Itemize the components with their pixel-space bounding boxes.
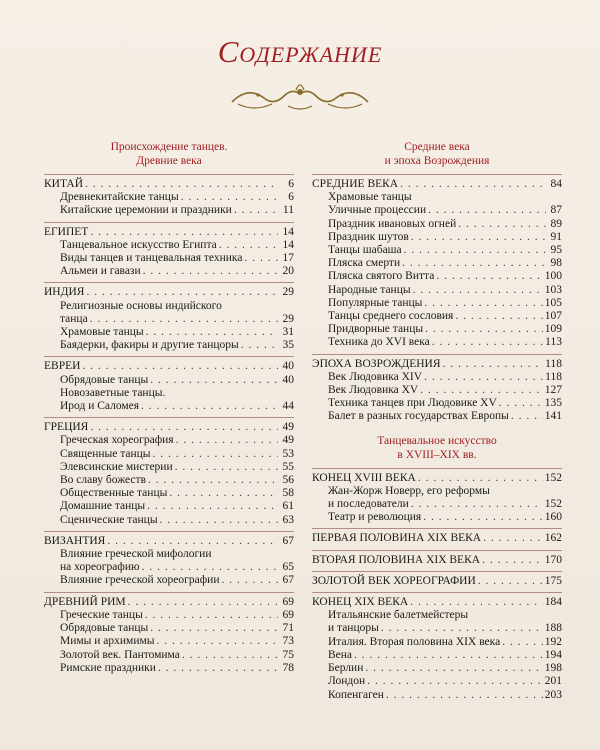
dot-leader bbox=[411, 231, 546, 244]
toc-entry-top[interactable] bbox=[44, 596, 294, 609]
dot-leader bbox=[502, 636, 543, 649]
group-divider bbox=[44, 531, 294, 532]
toc-entry-top[interactable] bbox=[312, 596, 562, 609]
group-divider bbox=[312, 592, 562, 593]
toc-entry-sub[interactable] bbox=[44, 609, 294, 622]
toc-entry-top[interactable] bbox=[312, 358, 562, 371]
dot-leader bbox=[219, 239, 278, 252]
dot-leader bbox=[169, 487, 278, 500]
toc-entry-top-text: ДРЕВНИЙ РИМ bbox=[44, 595, 126, 608]
toc-entry-sub[interactable] bbox=[312, 284, 562, 297]
toc-entry-top[interactable] bbox=[44, 535, 294, 548]
toc-entry-sub[interactable] bbox=[312, 485, 562, 498]
group-divider bbox=[44, 356, 294, 357]
toc-entry-sub-text: Жан-Жорж Новерр, его реформы bbox=[328, 484, 490, 497]
dot-leader bbox=[381, 622, 543, 635]
toc-entry-top[interactable] bbox=[44, 226, 294, 239]
page-number: 135 bbox=[544, 397, 562, 410]
toc-entry-top-text: ИНДИЯ bbox=[44, 286, 85, 299]
toc-entry-sub-text: Обрядовые танцы bbox=[60, 622, 149, 635]
dot-leader bbox=[82, 360, 278, 373]
toc-entry-sub[interactable] bbox=[44, 204, 294, 217]
dot-leader bbox=[150, 374, 278, 387]
toc-entry-sub[interactable] bbox=[312, 336, 562, 349]
section-title-line: в XVIII–XIX вв. bbox=[397, 448, 477, 461]
toc-entry-sub[interactable] bbox=[44, 487, 294, 500]
page-number: 55 bbox=[282, 460, 294, 473]
toc-entry-sub[interactable] bbox=[312, 310, 562, 323]
toc-entry-sub-text: Век Людовика XV bbox=[328, 384, 419, 397]
toc-entry-sub[interactable] bbox=[44, 649, 294, 662]
dot-leader bbox=[424, 371, 543, 384]
toc-entry-sub-text: Век Людовика XIV bbox=[328, 370, 423, 383]
toc-entry-sub-text: Золотой век. Пантомима bbox=[60, 648, 180, 661]
group-divider bbox=[312, 528, 562, 529]
page-number: 194 bbox=[544, 648, 562, 661]
toc-entry-top-text: СРЕДНИЕ ВЕКА bbox=[312, 178, 399, 190]
toc-entry-sub-text: Виды танцев и танцевальная техника bbox=[60, 252, 243, 265]
dot-leader bbox=[145, 609, 278, 622]
page-number: 170 bbox=[544, 553, 562, 566]
toc-entry-sub-text: Техника танцев при Людовике XV bbox=[328, 397, 497, 410]
toc-entry-sub[interactable] bbox=[44, 514, 294, 527]
spacer bbox=[44, 675, 294, 679]
group-divider bbox=[312, 571, 562, 572]
dot-leader bbox=[458, 218, 546, 231]
toc-entry-sub[interactable] bbox=[44, 448, 294, 461]
toc-entry-sub[interactable] bbox=[312, 297, 562, 310]
toc-entry-sub[interactable] bbox=[312, 675, 562, 688]
toc-entry-sub-text: Балет в разных государствах Европы bbox=[328, 410, 509, 423]
toc-entry-top-text: ВТОРАЯ ПОЛОВИНА XIX ВЕКА bbox=[312, 553, 481, 566]
dot-leader bbox=[86, 286, 278, 299]
toc-entry-sub-text: танца bbox=[60, 312, 88, 325]
toc-entry-sub[interactable] bbox=[44, 252, 294, 265]
toc-entry-sub[interactable] bbox=[44, 300, 294, 313]
page-number: 198 bbox=[544, 662, 562, 675]
page-number: 188 bbox=[544, 622, 562, 635]
toc-entry-top-text: ЗОЛОТОЙ ВЕК ХОРЕОГРАФИИ bbox=[312, 574, 476, 587]
toc-entry-sub[interactable] bbox=[44, 239, 294, 252]
group-divider bbox=[312, 550, 562, 551]
toc-column-right bbox=[312, 140, 562, 706]
toc-entry-sub[interactable] bbox=[44, 561, 294, 574]
toc-entry-sub[interactable] bbox=[44, 326, 294, 339]
section-title bbox=[312, 434, 562, 462]
toc-entry-top[interactable] bbox=[312, 178, 562, 191]
section-divider bbox=[312, 468, 562, 469]
toc-entry-sub[interactable] bbox=[312, 609, 562, 622]
toc-entry-top[interactable] bbox=[312, 554, 562, 567]
toc-entry-sub-text: Мимы и архимимы bbox=[60, 635, 155, 648]
page-number: 192 bbox=[544, 635, 562, 648]
toc-entry-sub-text: Римские праздники bbox=[60, 661, 156, 674]
toc-entry-sub-text: Танцы шабаша bbox=[328, 244, 402, 257]
page-number: 100 bbox=[544, 270, 562, 283]
page-number: 78 bbox=[282, 661, 294, 674]
dot-leader bbox=[128, 596, 278, 609]
toc-entry-sub-text: Греческие танцы bbox=[60, 608, 143, 621]
dot-leader bbox=[141, 400, 278, 413]
page-number: 29 bbox=[282, 312, 294, 325]
page-number: 91 bbox=[550, 230, 562, 243]
page-number: 84 bbox=[550, 178, 562, 190]
toc-entry-sub-text: Новозаветные танцы. bbox=[60, 386, 166, 399]
page-number: 162 bbox=[544, 532, 562, 545]
page-number: 71 bbox=[282, 622, 294, 635]
dot-leader bbox=[241, 339, 278, 352]
page-number: 113 bbox=[545, 336, 562, 349]
page-number: 29 bbox=[282, 286, 294, 299]
dot-leader bbox=[400, 178, 546, 191]
page-number: 63 bbox=[282, 513, 294, 526]
toc-entry-sub-text: Обрядовые танцы bbox=[60, 373, 149, 386]
group-divider bbox=[44, 222, 294, 223]
toc-entry-top[interactable] bbox=[44, 286, 294, 299]
toc-entry-sub-text: Греческая хореография bbox=[60, 434, 174, 447]
dot-leader bbox=[143, 265, 278, 278]
toc-entry-sub-text: Праздник ивановых огней bbox=[328, 217, 457, 230]
toc-entry-sub[interactable] bbox=[44, 574, 294, 587]
toc-entry-top[interactable] bbox=[44, 360, 294, 373]
toc-entry-sub-text: Домашние танцы bbox=[60, 500, 146, 513]
toc-entry-sub-text: Уличные процессии bbox=[328, 204, 427, 217]
toc-entry-sub-text: Театр и революция bbox=[328, 511, 422, 524]
toc-entry-sub[interactable] bbox=[44, 374, 294, 387]
section-divider bbox=[44, 174, 294, 175]
toc-entry-sub[interactable] bbox=[312, 218, 562, 231]
dot-leader bbox=[156, 635, 278, 648]
toc-entry-top-text: ЕВРЕИ bbox=[44, 360, 81, 373]
page-number: 65 bbox=[282, 561, 294, 574]
dot-leader bbox=[478, 575, 543, 588]
toc-entry-sub-text: Техника до XVI века bbox=[328, 336, 430, 349]
dot-leader bbox=[411, 498, 543, 511]
dot-leader bbox=[160, 514, 278, 527]
dot-leader bbox=[221, 574, 278, 587]
toc-entry-sub-text: Придворные танцы bbox=[328, 323, 424, 336]
toc-entry-sub-text: Священные танцы bbox=[60, 447, 151, 460]
page-number: 95 bbox=[550, 244, 562, 257]
page-number: 40 bbox=[282, 360, 294, 373]
dot-leader bbox=[420, 384, 543, 397]
section-title bbox=[312, 140, 562, 168]
dot-leader bbox=[354, 649, 543, 662]
toc-entry-sub[interactable] bbox=[44, 434, 294, 447]
dot-leader bbox=[483, 532, 543, 545]
page-number: 44 bbox=[282, 400, 294, 413]
toc-entry-sub-text: Древнекитайские танцы bbox=[60, 191, 179, 204]
toc-entry-sub-text: Берлин bbox=[328, 662, 364, 675]
dot-leader bbox=[423, 511, 543, 524]
page-number: 203 bbox=[544, 688, 562, 701]
group-divider bbox=[44, 282, 294, 283]
dot-leader bbox=[425, 323, 543, 336]
dot-leader bbox=[443, 358, 544, 371]
toc-entry-top-text: ВИЗАНТИЯ bbox=[44, 534, 106, 547]
section-title-line: Танцевальное искусство bbox=[377, 434, 497, 447]
page-title: Содержание bbox=[217, 34, 383, 69]
dot-leader bbox=[148, 474, 278, 487]
page-number: 6 bbox=[288, 178, 294, 190]
page-number: 201 bbox=[544, 675, 562, 688]
page-number: 98 bbox=[550, 257, 562, 270]
dot-leader bbox=[182, 649, 278, 662]
group-divider bbox=[312, 354, 562, 355]
dot-leader bbox=[424, 297, 542, 310]
toc-entry-sub-text: Итальянские балетмейстеры bbox=[328, 609, 469, 622]
toc-entry-sub-text: Элевсинские мистерии bbox=[60, 460, 173, 473]
dot-leader bbox=[90, 313, 278, 326]
dot-leader bbox=[142, 561, 278, 574]
page-number: 49 bbox=[282, 434, 294, 447]
spacer bbox=[312, 702, 562, 706]
toc-entry-top[interactable] bbox=[44, 178, 294, 191]
page-number: 141 bbox=[544, 410, 562, 423]
toc-entry-top[interactable] bbox=[44, 421, 294, 434]
toc-entry-sub-text: Китайские церемонии и праздники bbox=[60, 204, 232, 217]
page-number: 40 bbox=[282, 373, 294, 386]
toc-entry-sub[interactable] bbox=[44, 313, 294, 326]
section-title bbox=[44, 140, 294, 168]
dot-leader bbox=[85, 178, 278, 191]
toc-entry-sub-text: Танцевальное искусство Египта bbox=[60, 238, 217, 251]
dot-leader bbox=[150, 622, 278, 635]
toc-entry-top-text: КОНЕЦ XIX ВЕКА bbox=[312, 596, 409, 609]
toc-entry-sub-text: Влияние греческой мифологии bbox=[60, 548, 212, 561]
toc-entry-sub[interactable] bbox=[312, 204, 562, 217]
page-number: 107 bbox=[544, 310, 562, 323]
toc-entry-sub[interactable] bbox=[312, 371, 562, 384]
page-number: 152 bbox=[544, 471, 562, 484]
toc-entry-sub-text: Пляска смерти bbox=[328, 257, 401, 270]
toc-entry-sub-text: Храмовые танцы bbox=[328, 191, 412, 204]
dot-leader bbox=[158, 662, 278, 675]
dot-leader bbox=[428, 204, 546, 217]
dot-leader bbox=[90, 226, 278, 239]
page-number: 160 bbox=[544, 511, 562, 524]
dot-leader bbox=[176, 434, 278, 447]
toc-entry-sub[interactable] bbox=[44, 339, 294, 352]
dot-leader bbox=[107, 535, 278, 548]
toc-entry-sub[interactable] bbox=[44, 387, 294, 400]
toc-entry-sub-text: Во славу божеств bbox=[60, 474, 146, 487]
toc-entry-sub[interactable] bbox=[312, 323, 562, 336]
dot-leader bbox=[436, 270, 542, 283]
toc-entry-sub[interactable] bbox=[312, 384, 562, 397]
toc-entry-sub[interactable] bbox=[44, 500, 294, 513]
toc-entry-sub-text: Сценические танцы bbox=[60, 513, 158, 526]
toc-entry-top[interactable] bbox=[312, 472, 562, 485]
page-number: 105 bbox=[544, 296, 562, 309]
page-number: 6 bbox=[288, 191, 294, 204]
dot-leader bbox=[511, 410, 543, 423]
toc-entry-sub[interactable] bbox=[312, 397, 562, 410]
group-divider bbox=[44, 592, 294, 593]
dot-leader bbox=[153, 448, 278, 461]
toc-entry-sub-text: и танцоры bbox=[328, 622, 379, 635]
page-number: 17 bbox=[282, 252, 294, 265]
toc-entry-top-text: КОНЕЦ XVIII ВЕКА bbox=[312, 471, 416, 484]
toc-entry-sub[interactable] bbox=[44, 265, 294, 278]
dot-leader bbox=[367, 675, 543, 688]
toc-entry-sub-text: Баядерки, факиры и другие танцоры bbox=[60, 339, 239, 352]
page-number: 184 bbox=[544, 596, 562, 609]
toc-entry-sub[interactable] bbox=[44, 191, 294, 204]
toc-entry-sub[interactable] bbox=[312, 231, 562, 244]
page-number: 67 bbox=[282, 534, 294, 547]
toc-entry-sub-text: Религиозные основы индийского bbox=[60, 299, 222, 312]
dot-leader bbox=[455, 310, 542, 323]
toc-entry-sub[interactable] bbox=[312, 689, 562, 702]
dot-leader bbox=[402, 257, 546, 270]
toc-entry-top[interactable] bbox=[312, 532, 562, 545]
toc-entry-sub[interactable] bbox=[44, 474, 294, 487]
toc-entry-top-text: ПЕРВАЯ ПОЛОВИНА XIX ВЕКА bbox=[312, 532, 482, 545]
toc-entry-sub-text: на хореографию bbox=[60, 561, 140, 574]
page-number: 61 bbox=[282, 500, 294, 513]
toc-entry-sub[interactable] bbox=[312, 511, 562, 524]
toc-entry-top[interactable] bbox=[312, 575, 562, 588]
toc-entry-top-text: КИТАЙ bbox=[44, 178, 84, 190]
toc-column-left bbox=[44, 140, 294, 679]
section-title-line: и эпоха Возрождения bbox=[384, 155, 490, 167]
toc-entry-sub-text: Вена bbox=[328, 648, 353, 661]
dot-leader bbox=[386, 689, 543, 702]
page-number: 152 bbox=[544, 498, 562, 511]
toc-entry-sub[interactable] bbox=[312, 270, 562, 283]
dot-leader bbox=[410, 596, 543, 609]
section-divider bbox=[312, 174, 562, 175]
page-number: 31 bbox=[282, 326, 294, 339]
page-number: 14 bbox=[282, 238, 294, 251]
page-number: 56 bbox=[282, 474, 294, 487]
dot-leader bbox=[147, 500, 278, 513]
toc-entry-sub[interactable] bbox=[312, 257, 562, 270]
toc-entry-sub-text: Альмеи и гавази bbox=[60, 265, 141, 278]
section-title-line: Средние века bbox=[404, 141, 470, 153]
page-number: 118 bbox=[545, 357, 562, 370]
dot-leader bbox=[146, 326, 278, 339]
toc-entry-sub[interactable] bbox=[312, 410, 562, 423]
ornament-flourish-icon bbox=[228, 80, 372, 116]
page-number: 127 bbox=[544, 384, 562, 397]
page-number: 53 bbox=[282, 447, 294, 460]
toc-entry-top-text: ЭПОХА ВОЗРОЖДЕНИЯ bbox=[312, 357, 441, 370]
page-number: 73 bbox=[282, 635, 294, 648]
toc-entry-sub[interactable] bbox=[312, 662, 562, 675]
dot-leader bbox=[90, 421, 278, 434]
page-number: 175 bbox=[544, 574, 562, 587]
page-number: 118 bbox=[545, 370, 562, 383]
toc-entry-sub-text: Танцы среднего сословия bbox=[328, 310, 454, 323]
toc-entry-sub-text: и последователи bbox=[328, 498, 409, 511]
group-divider bbox=[44, 417, 294, 418]
toc-entry-sub[interactable] bbox=[312, 244, 562, 257]
page-number: 69 bbox=[282, 608, 294, 621]
page-number: 58 bbox=[282, 487, 294, 500]
toc-entry-sub-text: Пляска святого Витта bbox=[328, 270, 435, 283]
dot-leader bbox=[175, 461, 278, 474]
page-number: 20 bbox=[282, 265, 294, 278]
page-number: 49 bbox=[282, 421, 294, 434]
toc-entry-sub[interactable] bbox=[312, 636, 562, 649]
toc-entry-sub-text: Лондон bbox=[328, 675, 366, 688]
toc-entry-sub[interactable] bbox=[312, 191, 562, 204]
toc-entry-top-text: ЕГИПЕТ bbox=[44, 225, 89, 238]
dot-leader bbox=[244, 252, 278, 265]
page-number: 103 bbox=[544, 283, 562, 296]
toc-entry-sub[interactable] bbox=[44, 622, 294, 635]
dot-leader bbox=[499, 397, 543, 410]
page-number: 75 bbox=[282, 648, 294, 661]
dot-leader bbox=[234, 204, 278, 217]
page-number: 11 bbox=[282, 204, 294, 217]
toc-entry-sub-text: Общественные танцы bbox=[60, 487, 168, 500]
toc-entry-sub[interactable] bbox=[44, 548, 294, 561]
toc-entry-sub[interactable] bbox=[44, 635, 294, 648]
toc-entry-sub[interactable] bbox=[44, 400, 294, 413]
toc-entry-sub-text: Италия. Вторая половина XIX века bbox=[328, 635, 501, 648]
toc-entry-sub-text: Храмовые танцы bbox=[60, 326, 144, 339]
toc-entry-sub[interactable] bbox=[312, 649, 562, 662]
dot-leader bbox=[365, 662, 542, 675]
page-number: 109 bbox=[544, 323, 562, 336]
dot-leader bbox=[418, 472, 543, 485]
toc-entry-sub-text: Народные танцы bbox=[328, 283, 411, 296]
dot-leader bbox=[181, 191, 278, 204]
section-title-line: Древние века bbox=[136, 155, 202, 167]
page-number: 69 bbox=[282, 595, 294, 608]
dot-leader bbox=[413, 284, 543, 297]
toc-entry-sub[interactable] bbox=[44, 662, 294, 675]
page-number: 35 bbox=[282, 339, 294, 352]
dot-leader bbox=[404, 244, 546, 257]
toc-entry-sub-text: Популярные танцы bbox=[328, 296, 423, 309]
toc-entry-sub-text: Копенгаген bbox=[328, 688, 384, 701]
spacer bbox=[312, 424, 562, 428]
page-number: 87 bbox=[550, 204, 562, 217]
section-title-line: Происхождение танцев. bbox=[110, 141, 228, 153]
page-number: 89 bbox=[550, 217, 562, 230]
toc-entry-sub[interactable] bbox=[312, 498, 562, 511]
page-number: 14 bbox=[282, 225, 294, 238]
dot-leader bbox=[482, 554, 543, 567]
page-number: 67 bbox=[282, 574, 294, 587]
toc-entry-sub[interactable] bbox=[312, 622, 562, 635]
toc-entry-top-text: ГРЕЦИЯ bbox=[44, 421, 89, 434]
toc-entry-sub-text: Праздник шутов bbox=[328, 230, 409, 243]
toc-entry-sub-text: Ирод и Саломея bbox=[60, 400, 140, 413]
toc-entry-sub-text: Влияние греческой хореографии bbox=[60, 574, 220, 587]
dot-leader bbox=[432, 336, 543, 349]
toc-entry-sub[interactable] bbox=[44, 461, 294, 474]
